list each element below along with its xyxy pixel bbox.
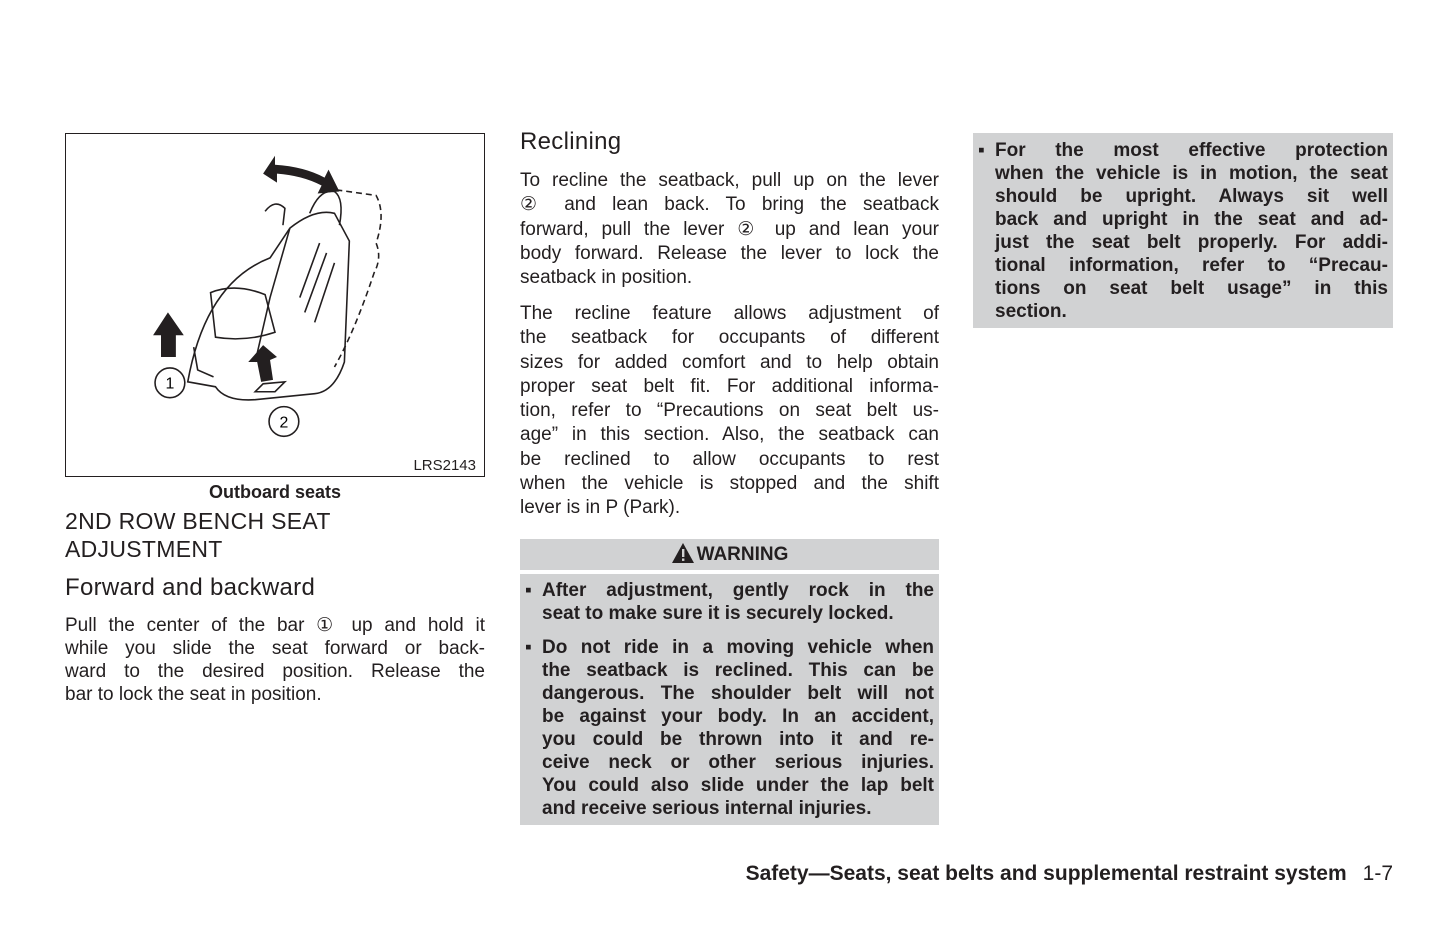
text-line: ward to the desired position. Release the <box>65 661 485 682</box>
warning-bullet <box>520 636 939 820</box>
text-line: For the most effective protection <box>995 140 1388 161</box>
text-line: ② and lean back. To bring the seatback <box>520 194 939 216</box>
page-number: 1-7 <box>1362 862 1393 885</box>
callout-2: 2 <box>279 414 289 432</box>
figure-caption: Outboard seats <box>208 482 342 502</box>
text-line: Pull the center of the bar ① up and hold it <box>65 615 485 636</box>
text-line: sizes for added comfort and to help obtain <box>520 351 939 373</box>
text-line: dangerous. The shoulder belt will not <box>542 683 934 704</box>
text-line: body forward. Release the lever to lock the <box>520 242 939 264</box>
text-line: the seatback is reclined. This can be <box>542 660 934 681</box>
heading-line: 2ND ROW BENCH SEAT <box>65 508 331 534</box>
text-line: To recline the seatback, pull up on the lever <box>520 170 939 191</box>
reclining-heading: Reclining <box>520 128 622 155</box>
arrow-up-2-icon <box>248 345 277 382</box>
page-footer <box>746 862 1393 886</box>
reclining-paragraph-2 <box>520 302 939 521</box>
arrow-up-1-icon <box>153 312 184 357</box>
text-line: be against your body. In an accident, <box>542 706 934 727</box>
text-line: After adjustment, gently rock in the <box>542 580 934 601</box>
warning-bullet <box>520 579 939 625</box>
text-line: when the vehicle is in motion, the seat <box>995 163 1388 184</box>
text-line: proper seat belt fit. For additional informa- <box>520 375 939 397</box>
warning-header <box>520 539 939 570</box>
text-line: tion, refer to “Precautions on seat belt us- <box>520 400 939 422</box>
recline-arrow-icon <box>263 156 339 194</box>
warning-title: WARNING <box>696 544 789 565</box>
text-line: forward, pull the lever ② up and lean your <box>520 218 939 240</box>
text-line: ceive neck or other serious injuries. <box>542 752 934 773</box>
text-line: be reclined to allow occupants to rest <box>520 448 939 470</box>
text-line: just the seat belt properly. For addi- <box>995 232 1388 253</box>
text-line: should be upright. Always sit well <box>995 186 1388 207</box>
warning-box <box>520 574 939 825</box>
text-line: while you slide the seat forward or back- <box>65 638 485 659</box>
section-heading <box>65 507 331 563</box>
text-line: you could be thrown into it and re- <box>542 729 934 750</box>
text-line: tional information, refer to “Precau- <box>995 255 1388 276</box>
warning-box-right <box>973 133 1393 328</box>
callout-1: 1 <box>165 375 175 393</box>
text-line: Do not ride in a moving vehicle when <box>542 637 934 658</box>
bullet-icon: ▪ <box>978 140 985 161</box>
forward-backward-paragraph <box>65 614 485 706</box>
footer-section-title: Safety—Seats, seat belts and supplemental restraint system <box>745 862 1347 885</box>
text-line: bar to lock the seat in position. <box>65 684 322 705</box>
warning-triangle-icon <box>671 542 695 564</box>
text-line: tions on seat belt usage” in this <box>995 278 1388 299</box>
subheading-forward-backward: Forward and backward <box>65 574 316 601</box>
seat-illustration <box>65 133 485 477</box>
text-line: seatback in position. <box>520 267 693 289</box>
seat-drawing <box>66 134 484 476</box>
text-line: You could also slide under the lap belt <box>542 775 934 796</box>
text-line: and receive serious internal injuries. <box>542 798 872 819</box>
bullet-icon: ▪ <box>525 637 532 658</box>
text-line: The recline feature allows adjustment of <box>520 303 939 324</box>
figure-code: LRS2143 <box>413 457 476 474</box>
bullet-icon: ▪ <box>525 580 532 601</box>
warning-bullet <box>973 139 1393 323</box>
text-line: section. <box>995 301 1067 322</box>
text-line: when the vehicle is stopped and the shift <box>520 473 939 495</box>
heading-line: ADJUSTMENT <box>65 536 223 562</box>
text-line: back and upright in the seat and ad- <box>995 209 1388 230</box>
text-line: the seatback for occupants of different <box>520 327 939 349</box>
text-line: lever is in P (Park). <box>520 497 681 519</box>
text-line: seat to make sure it is securely locked. <box>542 603 894 624</box>
text-line: age” in this section. Also, the seatback can <box>520 424 939 446</box>
reclining-paragraph-1 <box>520 169 939 290</box>
